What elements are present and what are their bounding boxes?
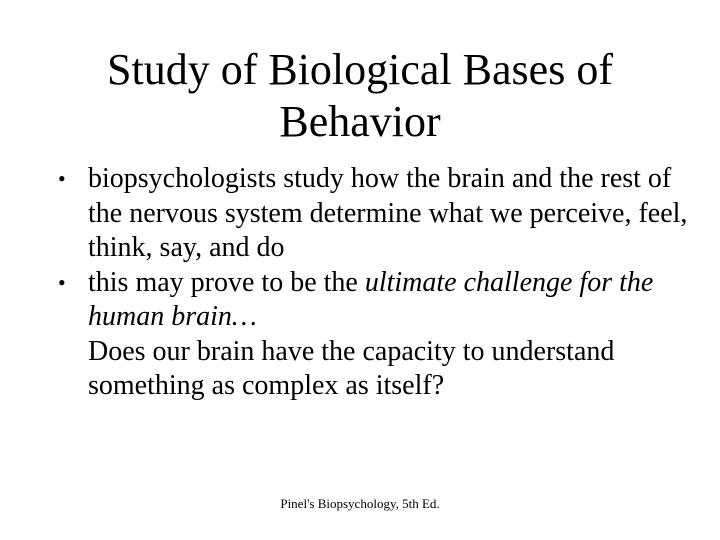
continuation-paragraph: Does our brain have the capacity to understand something as complex as itself? — [88, 335, 615, 401]
slide-title-line-1: Study of Biological Bases of — [107, 45, 613, 94]
bullet-list — [58, 162, 698, 404]
bullet-text-1: biopsychologists study how the brain and the rest of the nervous system determine what we perceive, feel, think, say, and do — [88, 163, 688, 263]
bullet-text-2: this may prove to be the — [88, 266, 365, 298]
bullet-text-2-italic: ultimate challenge for the human brain… — [88, 266, 654, 332]
bullet-item-1 — [58, 162, 698, 266]
bullet-marker: • — [58, 166, 66, 191]
slide-title — [0, 44, 720, 148]
bullet-marker: • — [58, 269, 66, 295]
slide-title-line-2: Behavior — [279, 97, 441, 146]
bullet-item-2 — [58, 266, 698, 335]
slide-footer: Pinel's Biopsychology, 5th Ed. — [280, 496, 440, 511]
